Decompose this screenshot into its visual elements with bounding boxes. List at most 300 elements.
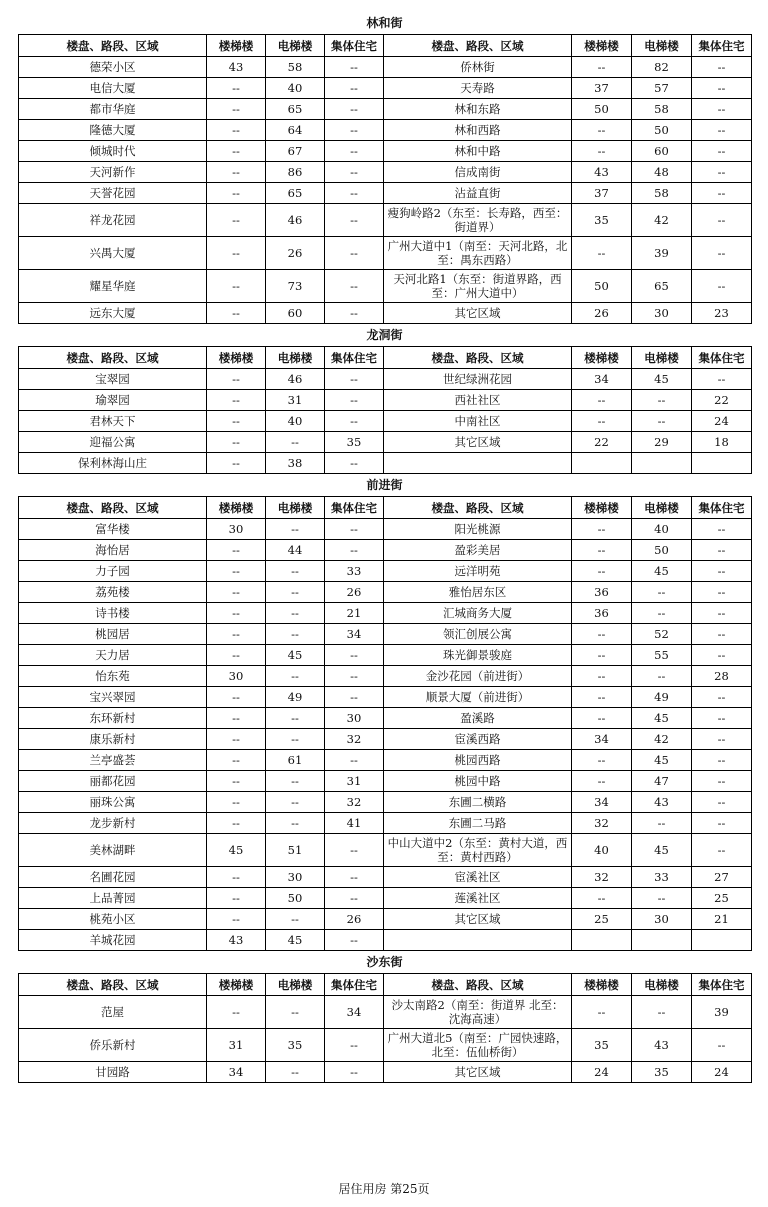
table-cell: 丽珠公寓 bbox=[19, 792, 207, 813]
table-cell: 其它区域 bbox=[384, 432, 572, 453]
table-cell: 55 bbox=[632, 645, 692, 666]
table-cell: 中南社区 bbox=[384, 411, 572, 432]
table-cell: 广州大道北5（南至：广园快速路，北至：伍仙桥街） bbox=[384, 1029, 572, 1062]
table-cell: 26 bbox=[266, 237, 325, 270]
column-header: 楼梯楼 bbox=[207, 347, 266, 369]
table-cell bbox=[692, 930, 752, 951]
column-header: 集体住宅 bbox=[692, 35, 752, 57]
table-row bbox=[19, 432, 752, 453]
table-cell: -- bbox=[207, 453, 266, 474]
table-cell: -- bbox=[572, 237, 632, 270]
table-row bbox=[19, 1029, 752, 1062]
table-cell: 24 bbox=[692, 1062, 752, 1083]
table-cell: -- bbox=[692, 183, 752, 204]
table-cell: 47 bbox=[632, 771, 692, 792]
table-cell: -- bbox=[692, 57, 752, 78]
table-cell: -- bbox=[572, 645, 632, 666]
column-header: 集体住宅 bbox=[325, 347, 384, 369]
table-row bbox=[19, 624, 752, 645]
table-row bbox=[19, 666, 752, 687]
table-cell: -- bbox=[325, 369, 384, 390]
table-cell: 49 bbox=[632, 687, 692, 708]
table-cell: 33 bbox=[325, 561, 384, 582]
table-row bbox=[19, 888, 752, 909]
table-cell: -- bbox=[207, 867, 266, 888]
table-row bbox=[19, 57, 752, 78]
table-cell: -- bbox=[632, 603, 692, 624]
table-row bbox=[19, 792, 752, 813]
table-row bbox=[19, 645, 752, 666]
table-cell: 阳光桃源 bbox=[384, 519, 572, 540]
table-cell: -- bbox=[325, 162, 384, 183]
table-cell: -- bbox=[572, 888, 632, 909]
table-cell: 42 bbox=[632, 204, 692, 237]
column-header: 电梯楼 bbox=[632, 35, 692, 57]
table-cell: -- bbox=[266, 792, 325, 813]
table-cell: 65 bbox=[266, 99, 325, 120]
table-cell: 35 bbox=[572, 204, 632, 237]
table-cell: -- bbox=[207, 270, 266, 303]
table-cell: 德荣小区 bbox=[19, 57, 207, 78]
table-cell: -- bbox=[325, 867, 384, 888]
table-cell: -- bbox=[692, 1029, 752, 1062]
table-cell: 天河新作 bbox=[19, 162, 207, 183]
column-header: 电梯楼 bbox=[632, 497, 692, 519]
table-cell: -- bbox=[632, 582, 692, 603]
table-cell: -- bbox=[572, 411, 632, 432]
column-header: 电梯楼 bbox=[266, 497, 325, 519]
table-cell: 25 bbox=[692, 888, 752, 909]
table-cell: -- bbox=[692, 120, 752, 141]
table-cell: 45 bbox=[632, 834, 692, 867]
table-row bbox=[19, 453, 752, 474]
table-cell: -- bbox=[207, 99, 266, 120]
table-cell: 美林湖畔 bbox=[19, 834, 207, 867]
table-cell: 瑜翠园 bbox=[19, 390, 207, 411]
table-cell: -- bbox=[692, 519, 752, 540]
table-cell: 天寿路 bbox=[384, 78, 572, 99]
table-cell: 领汇创展公寓 bbox=[384, 624, 572, 645]
table-cell: -- bbox=[632, 813, 692, 834]
table-cell: -- bbox=[207, 996, 266, 1029]
table-cell: 34 bbox=[572, 369, 632, 390]
table-cell: -- bbox=[692, 729, 752, 750]
table-cell: 45 bbox=[632, 750, 692, 771]
table-cell: -- bbox=[692, 369, 752, 390]
table-cell: 35 bbox=[266, 1029, 325, 1062]
table-cell: 43 bbox=[572, 162, 632, 183]
table-row bbox=[19, 813, 752, 834]
table-cell: 林和中路 bbox=[384, 141, 572, 162]
table-cell: -- bbox=[572, 771, 632, 792]
table-cell: -- bbox=[572, 624, 632, 645]
table-cell: 42 bbox=[632, 729, 692, 750]
table-row bbox=[19, 270, 752, 303]
table-cell: -- bbox=[325, 519, 384, 540]
table-cell: 21 bbox=[325, 603, 384, 624]
table-cell: -- bbox=[325, 540, 384, 561]
table-cell: -- bbox=[692, 792, 752, 813]
table-cell: -- bbox=[266, 708, 325, 729]
section-title: 前进街 bbox=[366, 478, 403, 492]
table-cell: 富华楼 bbox=[19, 519, 207, 540]
table-cell: 49 bbox=[266, 687, 325, 708]
section-table bbox=[18, 34, 752, 324]
table-cell: -- bbox=[572, 519, 632, 540]
table-cell: 34 bbox=[325, 996, 384, 1029]
table-cell: 37 bbox=[572, 183, 632, 204]
table-cell: -- bbox=[692, 687, 752, 708]
table-cell: 君林天下 bbox=[19, 411, 207, 432]
table-cell: 康乐新村 bbox=[19, 729, 207, 750]
table-row bbox=[19, 996, 752, 1029]
table-cell: -- bbox=[572, 750, 632, 771]
table-cell: 沙太南路2（南至：街道界 北至：沈海高速） bbox=[384, 996, 572, 1029]
table-cell: -- bbox=[207, 303, 266, 324]
table-cell: -- bbox=[572, 141, 632, 162]
table-cell: 60 bbox=[632, 141, 692, 162]
table-cell: -- bbox=[325, 666, 384, 687]
table-cell: -- bbox=[572, 996, 632, 1029]
table-row bbox=[19, 369, 752, 390]
table-cell: 58 bbox=[266, 57, 325, 78]
table-cell: 40 bbox=[266, 411, 325, 432]
table-cell: -- bbox=[207, 909, 266, 930]
table-cell: 33 bbox=[632, 867, 692, 888]
table-cell: 宦溪社区 bbox=[384, 867, 572, 888]
table-cell: 51 bbox=[266, 834, 325, 867]
table-cell: 34 bbox=[572, 792, 632, 813]
column-header: 集体住宅 bbox=[325, 974, 384, 996]
table-cell: 82 bbox=[632, 57, 692, 78]
table-cell: 28 bbox=[692, 666, 752, 687]
table-cell: -- bbox=[632, 666, 692, 687]
table-cell: 盈彩美居 bbox=[384, 540, 572, 561]
table-cell: -- bbox=[572, 687, 632, 708]
table-cell: -- bbox=[207, 183, 266, 204]
table-cell: 力子园 bbox=[19, 561, 207, 582]
table-cell: -- bbox=[572, 57, 632, 78]
table-cell: -- bbox=[692, 204, 752, 237]
table-cell: -- bbox=[207, 369, 266, 390]
table-cell: 34 bbox=[325, 624, 384, 645]
table-cell: 耀星华庭 bbox=[19, 270, 207, 303]
table-cell: 29 bbox=[632, 432, 692, 453]
table-header-row bbox=[19, 974, 752, 996]
column-header: 楼盘、路段、区域 bbox=[19, 347, 207, 369]
table-cell: -- bbox=[692, 270, 752, 303]
section-title: 龙洞街 bbox=[366, 328, 403, 342]
table-cell: 宝兴翠园 bbox=[19, 687, 207, 708]
table-cell: -- bbox=[632, 390, 692, 411]
table-cell: 36 bbox=[572, 582, 632, 603]
table-cell: -- bbox=[207, 771, 266, 792]
table-cell: 桃园西路 bbox=[384, 750, 572, 771]
table-cell: -- bbox=[632, 411, 692, 432]
table-cell bbox=[572, 930, 632, 951]
table-row bbox=[19, 834, 752, 867]
table-row bbox=[19, 411, 752, 432]
table-cell: -- bbox=[325, 834, 384, 867]
table-cell: 60 bbox=[266, 303, 325, 324]
table-cell: -- bbox=[325, 888, 384, 909]
table-cell: -- bbox=[207, 411, 266, 432]
table-cell: 30 bbox=[632, 909, 692, 930]
table-cell: -- bbox=[207, 237, 266, 270]
table-cell: 32 bbox=[572, 813, 632, 834]
table-row bbox=[19, 303, 752, 324]
table-cell: 32 bbox=[325, 729, 384, 750]
table-cell: -- bbox=[572, 390, 632, 411]
table-cell: 龙步新村 bbox=[19, 813, 207, 834]
table-cell: -- bbox=[572, 666, 632, 687]
table-cell: 41 bbox=[325, 813, 384, 834]
table-cell: 34 bbox=[207, 1062, 266, 1083]
column-header: 集体住宅 bbox=[325, 35, 384, 57]
table-cell bbox=[384, 930, 572, 951]
table-cell: 67 bbox=[266, 141, 325, 162]
table-cell: -- bbox=[325, 99, 384, 120]
table-cell: 莲溪社区 bbox=[384, 888, 572, 909]
page-footer: 居住用房 第25页 bbox=[338, 1182, 430, 1196]
table-row bbox=[19, 204, 752, 237]
table-cell: 37 bbox=[572, 78, 632, 99]
table-cell: 怡东苑 bbox=[19, 666, 207, 687]
table-row bbox=[19, 603, 752, 624]
column-header: 楼盘、路段、区域 bbox=[384, 974, 572, 996]
table-row bbox=[19, 750, 752, 771]
table-cell: 倾城时代 bbox=[19, 141, 207, 162]
table-cell: -- bbox=[692, 99, 752, 120]
table-cell: -- bbox=[266, 432, 325, 453]
table-cell: -- bbox=[325, 1029, 384, 1062]
table-cell: 45 bbox=[207, 834, 266, 867]
table-cell: 45 bbox=[632, 708, 692, 729]
table-cell: 26 bbox=[572, 303, 632, 324]
document-page bbox=[18, 12, 751, 1083]
table-cell: -- bbox=[325, 183, 384, 204]
table-cell: 50 bbox=[572, 99, 632, 120]
table-cell: -- bbox=[692, 141, 752, 162]
table-cell: -- bbox=[325, 237, 384, 270]
table-cell: -- bbox=[692, 162, 752, 183]
table-cell: 64 bbox=[266, 120, 325, 141]
table-cell: -- bbox=[325, 141, 384, 162]
table-cell: 30 bbox=[207, 666, 266, 687]
table-cell: 中山大道中2（东至：黄村大道，西至：黄村西路） bbox=[384, 834, 572, 867]
table-row bbox=[19, 687, 752, 708]
table-cell: 46 bbox=[266, 204, 325, 237]
table-cell: 52 bbox=[632, 624, 692, 645]
table-cell: 保利林海山庄 bbox=[19, 453, 207, 474]
table-cell: -- bbox=[692, 834, 752, 867]
table-cell: 31 bbox=[266, 390, 325, 411]
table-cell: -- bbox=[325, 120, 384, 141]
table-row bbox=[19, 120, 752, 141]
table-cell: 46 bbox=[266, 369, 325, 390]
column-header: 楼梯楼 bbox=[207, 35, 266, 57]
table-cell: -- bbox=[266, 561, 325, 582]
table-cell: -- bbox=[266, 771, 325, 792]
table-cell: -- bbox=[692, 813, 752, 834]
table-cell: 荔苑楼 bbox=[19, 582, 207, 603]
table-cell: 50 bbox=[632, 120, 692, 141]
table-cell bbox=[632, 930, 692, 951]
table-cell: 远东大厦 bbox=[19, 303, 207, 324]
table-cell: 电信大厦 bbox=[19, 78, 207, 99]
table-cell: -- bbox=[325, 204, 384, 237]
table-cell: 35 bbox=[572, 1029, 632, 1062]
table-cell: 甘园路 bbox=[19, 1062, 207, 1083]
table-cell: 40 bbox=[572, 834, 632, 867]
table-cell: 58 bbox=[632, 183, 692, 204]
table-row bbox=[19, 708, 752, 729]
table-row bbox=[19, 390, 752, 411]
table-cell: -- bbox=[692, 540, 752, 561]
table-cell: 32 bbox=[325, 792, 384, 813]
column-header: 电梯楼 bbox=[266, 35, 325, 57]
table-cell: 43 bbox=[207, 57, 266, 78]
table-cell: 兰亭盛荟 bbox=[19, 750, 207, 771]
table-cell: 侨林街 bbox=[384, 57, 572, 78]
column-header: 电梯楼 bbox=[632, 974, 692, 996]
table-cell: -- bbox=[632, 996, 692, 1029]
column-header: 电梯楼 bbox=[266, 974, 325, 996]
column-header: 楼盘、路段、区域 bbox=[384, 497, 572, 519]
table-cell: 广州大道中1（南至：天河北路，北至：禺东西路） bbox=[384, 237, 572, 270]
table-cell: -- bbox=[325, 411, 384, 432]
table-row bbox=[19, 1062, 752, 1083]
table-cell: 22 bbox=[692, 390, 752, 411]
table-cell bbox=[692, 453, 752, 474]
table-cell: 其它区域 bbox=[384, 909, 572, 930]
table-cell: 18 bbox=[692, 432, 752, 453]
table-cell: 上品菁园 bbox=[19, 888, 207, 909]
table-header-row bbox=[19, 35, 752, 57]
column-header: 楼梯楼 bbox=[207, 974, 266, 996]
table-cell: 32 bbox=[572, 867, 632, 888]
table-cell: -- bbox=[325, 645, 384, 666]
table-cell: 天河北路1（东至：街道界路，西至：广州大道中） bbox=[384, 270, 572, 303]
table-cell: -- bbox=[207, 78, 266, 99]
table-cell: -- bbox=[325, 930, 384, 951]
table-cell: 45 bbox=[266, 645, 325, 666]
table-cell: 世纪绿洲花园 bbox=[384, 369, 572, 390]
table-cell: -- bbox=[692, 237, 752, 270]
table-cell: 信成南街 bbox=[384, 162, 572, 183]
table-row bbox=[19, 141, 752, 162]
table-cell: 东圃二马路 bbox=[384, 813, 572, 834]
table-cell: -- bbox=[266, 624, 325, 645]
table-cell: 西社社区 bbox=[384, 390, 572, 411]
table-cell: 48 bbox=[632, 162, 692, 183]
table-cell: 汇城商务大厦 bbox=[384, 603, 572, 624]
table-cell: -- bbox=[207, 624, 266, 645]
table-cell: -- bbox=[325, 78, 384, 99]
table-cell: 林和西路 bbox=[384, 120, 572, 141]
table-cell: 雅怡居东区 bbox=[384, 582, 572, 603]
table-cell: 45 bbox=[266, 930, 325, 951]
table-cell: -- bbox=[692, 645, 752, 666]
table-row bbox=[19, 561, 752, 582]
table-cell: 65 bbox=[632, 270, 692, 303]
table-cell: -- bbox=[572, 708, 632, 729]
table-cell: -- bbox=[207, 204, 266, 237]
table-cell: 25 bbox=[572, 909, 632, 930]
table-cell: 44 bbox=[266, 540, 325, 561]
table-cell: 43 bbox=[207, 930, 266, 951]
table-header-row bbox=[19, 497, 752, 519]
column-header: 楼盘、路段、区域 bbox=[384, 347, 572, 369]
table-cell bbox=[572, 453, 632, 474]
table-cell: -- bbox=[325, 750, 384, 771]
table-cell: 31 bbox=[207, 1029, 266, 1062]
table-cell: 东圃二横路 bbox=[384, 792, 572, 813]
table-cell: 瘦狗岭路2（东至：长寿路，西至：街道界） bbox=[384, 204, 572, 237]
table-cell: 21 bbox=[692, 909, 752, 930]
column-header: 楼盘、路段、区域 bbox=[19, 974, 207, 996]
table-cell: -- bbox=[325, 390, 384, 411]
column-header: 楼盘、路段、区域 bbox=[384, 35, 572, 57]
table-cell: 祥龙花园 bbox=[19, 204, 207, 237]
table-cell: -- bbox=[207, 888, 266, 909]
table-cell: -- bbox=[266, 729, 325, 750]
table-row bbox=[19, 183, 752, 204]
table-cell: 58 bbox=[632, 99, 692, 120]
table-cell: 桃园中路 bbox=[384, 771, 572, 792]
table-cell: 24 bbox=[572, 1062, 632, 1083]
table-cell: -- bbox=[632, 888, 692, 909]
table-cell: 45 bbox=[632, 369, 692, 390]
table-cell: -- bbox=[207, 645, 266, 666]
table-cell: 顺景大厦（前进街） bbox=[384, 687, 572, 708]
table-cell: 73 bbox=[266, 270, 325, 303]
table-cell: -- bbox=[572, 540, 632, 561]
table-cell: -- bbox=[266, 813, 325, 834]
table-cell: -- bbox=[207, 141, 266, 162]
column-header: 楼梯楼 bbox=[572, 347, 632, 369]
table-cell: 35 bbox=[325, 432, 384, 453]
table-cell: 45 bbox=[632, 561, 692, 582]
table-cell: 名圃花园 bbox=[19, 867, 207, 888]
column-header: 集体住宅 bbox=[692, 974, 752, 996]
table-cell: -- bbox=[207, 561, 266, 582]
table-cell: -- bbox=[207, 540, 266, 561]
table-cell: 36 bbox=[572, 603, 632, 624]
table-cell: -- bbox=[266, 996, 325, 1029]
section-table bbox=[18, 346, 752, 474]
table-cell: 40 bbox=[632, 519, 692, 540]
column-header: 电梯楼 bbox=[632, 347, 692, 369]
table-cell: 桃园居 bbox=[19, 624, 207, 645]
table-cell: 22 bbox=[572, 432, 632, 453]
column-header: 楼盘、路段、区域 bbox=[19, 497, 207, 519]
table-cell: -- bbox=[207, 750, 266, 771]
table-cell: 35 bbox=[632, 1062, 692, 1083]
section-table bbox=[18, 973, 752, 1083]
column-header: 集体住宅 bbox=[692, 497, 752, 519]
table-cell: -- bbox=[266, 603, 325, 624]
table-cell: 其它区域 bbox=[384, 303, 572, 324]
table-cell: 金沙花园（前进街） bbox=[384, 666, 572, 687]
table-cell: -- bbox=[207, 687, 266, 708]
table-cell: -- bbox=[207, 813, 266, 834]
table-cell: 隆德大厦 bbox=[19, 120, 207, 141]
table-row bbox=[19, 771, 752, 792]
table-cell: 天力居 bbox=[19, 645, 207, 666]
table-cell: 50 bbox=[572, 270, 632, 303]
table-cell: 宝翠园 bbox=[19, 369, 207, 390]
